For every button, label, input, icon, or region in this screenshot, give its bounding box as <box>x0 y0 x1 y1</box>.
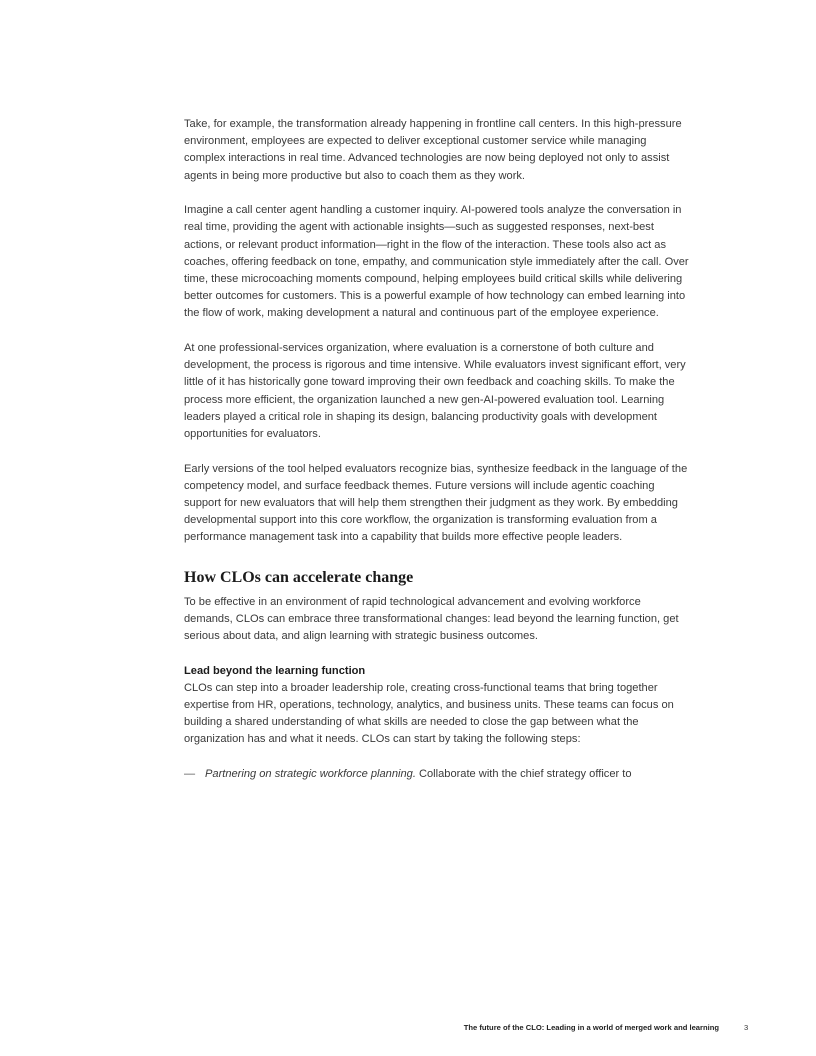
page-body <box>184 116 690 783</box>
bullet-item <box>184 766 690 783</box>
footer-title: The future of the CLO: Leading in a world of merged work and learning <box>463 1023 719 1032</box>
paragraph-call-centers: Take, for example, the transformation already happening in frontline call centers. In this high-pressure environment, employees are expected to deliver exceptional customer service while managing complex interactions in real time. Advanced technologies are now being deployed not only to assist agents in being more productive but also to coach them as they work. <box>184 118 682 182</box>
bullet-dash: — <box>184 768 196 781</box>
bullet-text: Collaborate with the chief strategy officer to <box>415 768 632 781</box>
subsection <box>184 663 690 749</box>
page-number: 3 <box>744 1023 749 1032</box>
subsection-body: CLOs can step into a broader leadership role, creating cross-functional teams that bring together expertise from HR, operations, technology, analytics, and business units. These teams can focus on building a shared understanding of what skills are needed to close the gap between what the organization has and what it needs. CLOs can start by taking the following steps: <box>184 681 674 746</box>
bullet-text-wrap <box>205 766 632 783</box>
paragraph-agent-example: Imagine a call center agent handling a customer inquiry. AI-powered tools analyze the conversation in real time, providing the agent with actionable insights—such as suggested responses, next-best actions, or relevant product information—right in the flow of the interaction. These tools also act as coaches, offering feedback on tone, empathy, and communication style immediately after the call. Over time, these microcoaching moments compound, helping employees build critical skills while delivering better outcomes for customers. This is a powerful example of how technology can embed learning into the flow of work, making development a natural and continuous part of the employee experience. <box>184 204 689 320</box>
section-heading: How CLOs can accelerate change <box>184 568 414 586</box>
section-intro: To be effective in an environment of rapid technological advancement and evolving workforce demands, CLOs can embrace three transformational changes: lead beyond the learning function, get serious about data, and align learning with strategic business outcomes. <box>184 595 679 643</box>
subsection-heading: Lead beyond the learning function <box>184 664 366 677</box>
paragraph-tool-versions: Early versions of the tool helped evaluators recognize bias, synthesize feedback in the language of the competency model, and surface feedback themes. Future versions will include agentic coaching support for new evaluators that will help them strengthen their judgment as they work. By embedding developmental support into this core workflow, the organization is transforming evaluation from a performance management task into a capability that builds more effective people leaders. <box>184 462 688 544</box>
bullet-italic-lead: Partnering on strategic workforce planning. <box>205 768 416 781</box>
paragraph-evaluation-org: At one professional-services organization, where evaluation is a cornerstone of both culture and development, the process is rigorous and time intensive. While evaluators invest significant effort, very little of it has historically gone toward improving their own feedback and coaching skills. To make the process more efficient, the organization launched a new gen-AI-powered evaluation tool. Learning leaders played a critical role in shaping its design, balancing productivity goals with development opportunities for evaluators. <box>184 342 686 441</box>
